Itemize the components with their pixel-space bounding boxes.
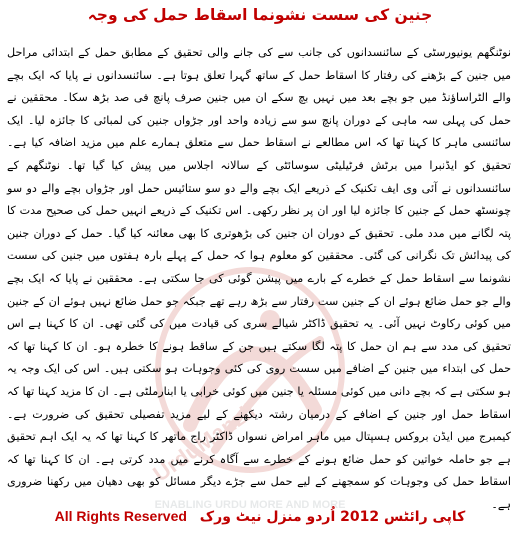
copyright-footer	[0, 508, 520, 532]
article-body: نوٹنگھم یونیورسٹی کے سائنسدانوں کی جانب سے کی جانے والی تحقیق کے مطابق حمل کے ابتدائی مراحل میں جنین کے بڑھنے کی رفتار کا اسقاط حمل کے ساتھ گہرا تعلق ہوتا ہے۔ سائنسدانوں نے پایا کہ ایک بچے والے الٹراساؤنڈ میں جو بچے بعد میں نہیں بچ سکے ان میں جنین صرف پانچ فی صد بڑھ سکا۔ محققین نے حمل کی پہلی سہ ماہی کے دوران پانچ سو سے زیادہ واحد اور جڑواں جنین کی لمبائی کا جائزہ لیا۔ ایک سائنسی ماہر کا کہنا تھا کہ اس مطالعے نے اسقاط حمل سے متعلق ہمارے علم میں مزید اضافہ کیا ہے۔ تحقیق کو ایڈنبرا میں برٹش فرٹیلیٹی سوسائٹی کے سالانہ اجلاس میں پیش کیا گیا تھا۔ نوٹنگھم کے سائنسدانوں نے آئی وی ایف تکنیک کے ذریعے ایک بچے والے دو سو ستائیس حمل اور جڑواں بچے والے دو سو چونسٹھ حمل کے جنین کا جائزہ لیا اور ان پر نظر رکھی۔ اس تکنیک کے ذریعے انہیں حمل کی صحیح مدت کا پتہ لگانے میں مدد ملی۔ تحقیق کے دوران ان جنین کی بڑھوتری کا بھی معائنہ کیا گیا۔ حمل کے دوران جنین کی پیدائش تک نگرانی کی گئی۔ محققین کو معلوم ہوا کہ حمل کے پہلے بارہ ہفتوں میں جنین کی سست نشونما سے اسقاط حمل کے خطرے کے بارے میں پیشن گوئی کی جا سکتی ہے۔ محققین نے پایا کہ ایک بچے والے جو حمل ضائع ہوئے ان کے جنین ست رفتار سے بڑھ رہے تھے جبکہ جو حمل ضائع نہیں ہوئے ان کے جنین میں کوئی رکاوٹ نہیں آئی۔ یہ تحقیق ڈاکٹر شیالے سری کی قیادت میں کی گئی تھی۔ ان کا کہنا ہے اس تحقیق کی مدد سے ہم ان حمل کا پتہ لگا سکتے ہیں جن کے ساقط ہونے کا خطرہ ہو۔ ان کا کہنا تھا کہ حمل کی ابتداء میں جنین کے اضافے میں سست روی کی کئی وجوہات ہو سکتی ہیں۔ اس کی ایک وجہ یہ ہو سکتی ہے کہ بچے دانی میں کوئی مسئلہ یا جنین میں کوئی خرابی یا ابنارملٹی ہے۔ ان کا مزید کہنا تھا کہ اسقاط حمل اور جنین کے اضافے کے درمیان رشتہ دیکھنے کے لیے مزید تفصیلی تحقیق کی ضرورت ہے۔ کیمبرج میں ایڈن بروکس ہسپتال میں ماہر امراض نسواں ڈاکٹر راج ماتھر کا کہنا تھا کہ یہ ایک اہم تحقیق ہے جو حاملہ خواتین کو حمل ضائع ہونے کے خطرے سے آگاہ کرنے میں مدد کرتی ہے۔ ان کا کہنا تھا کہ اسقاط حمل کی وجوہات کو سمجھنے کے لیے حمل سے جڑے دیگر مسائل کو بھی دھیان میں رکھنا ضروری ہے۔	[7, 46, 511, 511]
copyright-urdu: کاپی رائٹس 2012 اُردو منزل نیٹ ورک	[199, 509, 466, 525]
all-rights-reserved: All Rights Reserved	[54, 508, 187, 524]
watermark-brand-text: UrduManzil	[148, 397, 260, 487]
watermark-tagline: ENABLING URDU MORE AND MORE	[154, 499, 346, 511]
article-title: جنین کی سست نشونما اسقاط حمل کی وجہ	[87, 6, 433, 24]
